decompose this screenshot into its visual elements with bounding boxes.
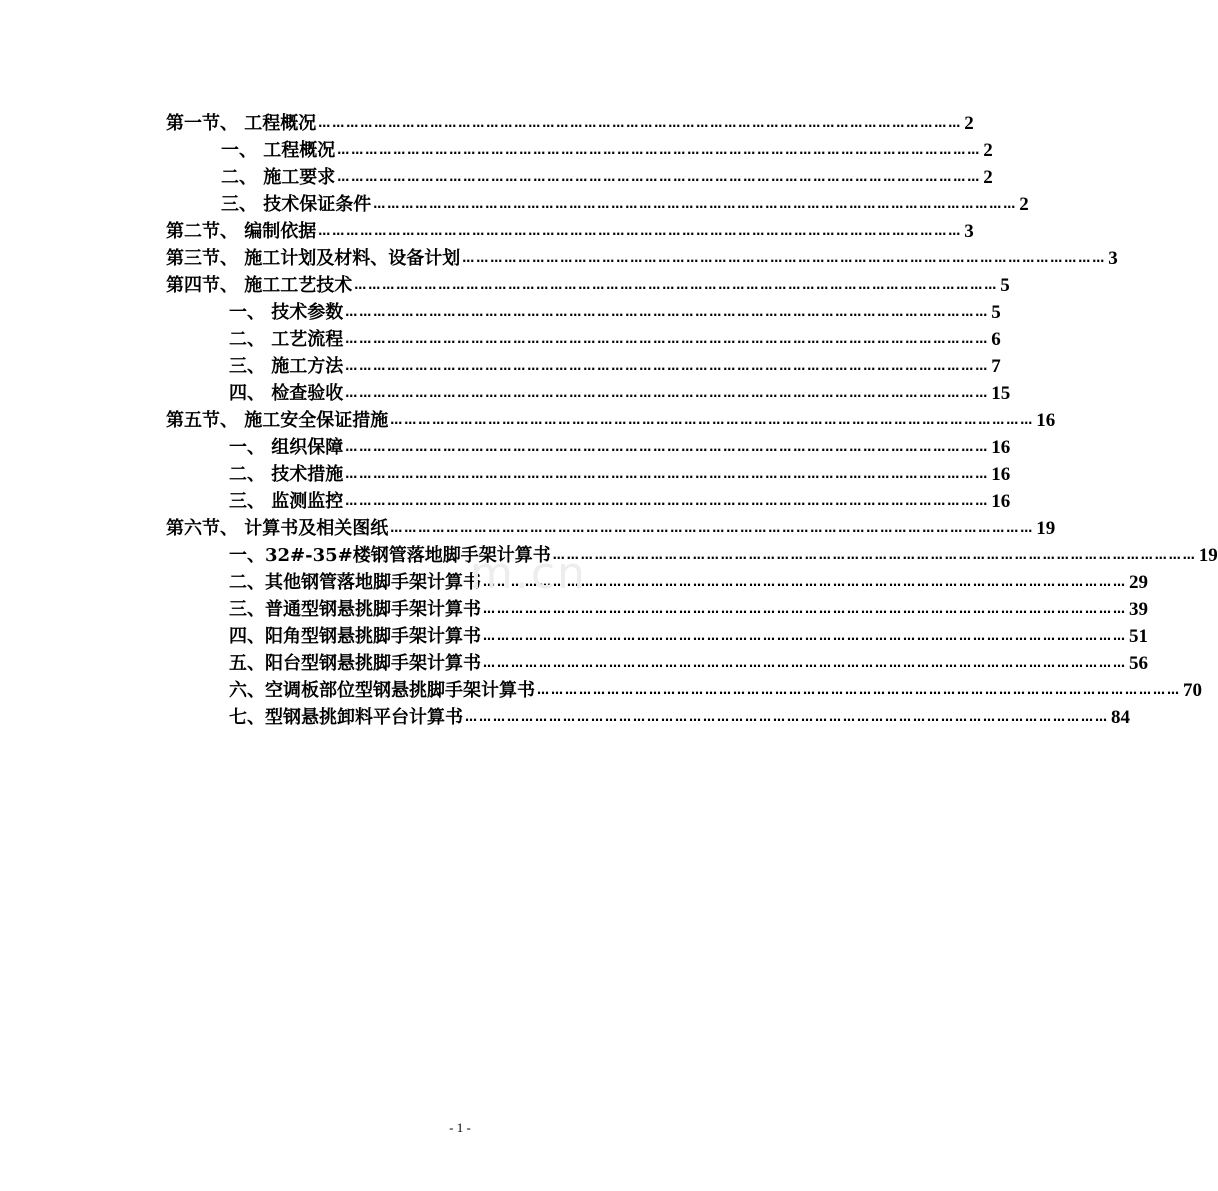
toc-dot-leader: ………………………………………………………………………………………………………………………… [483, 629, 1127, 643]
toc-dot-leader: ………………………………………………………………………………………………………………………… [337, 143, 982, 157]
toc-dot-leader: ………………………………………………………………………………………………………………………… [345, 467, 990, 481]
toc-entry-page: 5 [991, 302, 1001, 323]
toc-entry[interactable] [229, 650, 1148, 677]
toc-dot-leader: ………………………………………………………………………………………………………………………… [552, 548, 1197, 562]
toc-entry-page: 16 [991, 491, 1011, 512]
toc-entry[interactable] [229, 380, 1011, 407]
toc-entry-page: 39 [1129, 599, 1148, 620]
toc-dot-leader: ………………………………………………………………………………………………………………………… [345, 440, 990, 454]
toc-entry[interactable] [166, 272, 1010, 299]
toc-entry-page: 19 [1198, 545, 1218, 566]
toc-entry-title: 三、 监测监控 [229, 491, 344, 512]
toc-entry[interactable] [229, 677, 1202, 704]
toc-entry[interactable] [229, 434, 1011, 461]
toc-entry[interactable] [229, 461, 1011, 488]
toc-dot-leader: ………………………………………………………………………………………………………………………… [345, 305, 990, 319]
toc-dot-leader: ………………………………………………………………………………………………………………………… [354, 278, 999, 292]
toc-entry-page: 2 [1019, 194, 1029, 215]
toc-dot-leader: ………………………………………………………………………………………………………………………… [345, 386, 990, 400]
toc-entry-title: 一、32#-35#楼钢管落地脚手架计算书 [229, 545, 551, 566]
toc-entry-page: 6 [991, 329, 1001, 350]
toc-entry-page: 16 [1036, 410, 1056, 431]
toc-dot-leader: ………………………………………………………………………………………………………………………… [337, 170, 982, 184]
toc-entry-title: 五、阳台型钢悬挑脚手架计算书 [229, 653, 481, 674]
toc-entry[interactable] [229, 353, 1001, 380]
toc-entry[interactable] [229, 488, 1011, 515]
toc-entry-title: 第六节、 计算书及相关图纸 [166, 518, 389, 539]
toc-entry-page: 16 [991, 464, 1011, 485]
toc-entry-title: 第一节、 工程概况 [166, 113, 317, 134]
toc-entry[interactable] [221, 191, 1029, 218]
toc-entry[interactable] [229, 596, 1148, 623]
toc-entry[interactable] [166, 407, 1056, 434]
toc-dot-leader: ………………………………………………………………………………………………………………………… [345, 359, 990, 373]
toc-entry-title: 一、 工程概况 [221, 140, 336, 161]
toc-dot-leader: ………………………………………………………………………………………………………………………… [465, 710, 1109, 724]
toc-entry-page: 3 [1108, 248, 1118, 269]
toc-entry-page: 19 [1036, 518, 1056, 539]
toc-entry-page: 84 [1111, 707, 1130, 728]
toc-dot-leader: ………………………………………………………………………………………………………………………… [483, 656, 1127, 670]
toc-entry-title: 二、 施工要求 [221, 167, 336, 188]
toc-dot-leader: ………………………………………………………………………………………………………………………… [318, 224, 963, 238]
toc-entry[interactable] [229, 704, 1130, 731]
toc-entry-page: 15 [991, 383, 1011, 404]
toc-dot-leader: ………………………………………………………………………………………………………………………… [390, 413, 1035, 427]
toc-entry[interactable] [229, 326, 1001, 353]
toc-entry-page: 56 [1129, 653, 1148, 674]
toc-entry[interactable] [221, 164, 993, 191]
toc-entry-page: 16 [991, 437, 1011, 458]
toc-entry-title: 四、 检查验收 [229, 383, 344, 404]
toc-entry-title: 第四节、 施工工艺技术 [166, 275, 353, 296]
toc-entry-title: 一、 技术参数 [229, 302, 344, 323]
toc-entry-page: 3 [964, 221, 974, 242]
toc-entry-page: 70 [1183, 680, 1202, 701]
toc-entry-page: 7 [991, 356, 1001, 377]
toc-entry[interactable] [166, 245, 1118, 272]
toc-entry-page: 2 [983, 167, 993, 188]
toc-entry[interactable] [221, 137, 993, 164]
toc-entry-title: 第三节、 施工计划及材料、设备计划 [166, 248, 461, 269]
toc-entry[interactable] [166, 110, 974, 137]
toc-entry-title: 三、 技术保证条件 [221, 194, 372, 215]
page-number: - 1 - [449, 1120, 471, 1135]
toc-entry-title: 三、 施工方法 [229, 356, 344, 377]
toc-entry-title: 四、阳角型钢悬挑脚手架计算书 [229, 626, 481, 647]
toc-entry-title: 六、空调板部位型钢悬挑脚手架计算书 [229, 680, 535, 701]
toc-entry[interactable] [229, 299, 1001, 326]
toc-entry-title: 七、型钢悬挑卸料平台计算书 [229, 707, 463, 728]
watermark: m.cn [470, 548, 587, 599]
toc-dot-leader: ………………………………………………………………………………………………………………………… [345, 494, 990, 508]
toc-entry-title: 二、 工艺流程 [229, 329, 344, 350]
toc-dot-leader: ………………………………………………………………………………………………………………………… [390, 521, 1035, 535]
toc-dot-leader: ………………………………………………………………………………………………………………………… [318, 116, 963, 130]
toc-dot-leader: ………………………………………………………………………………………………………………………… [462, 251, 1107, 265]
toc-entry-page: 51 [1129, 626, 1148, 647]
toc-dot-leader: ………………………………………………………………………………………………………………………… [537, 683, 1181, 697]
toc-entry-page: 5 [1000, 275, 1010, 296]
toc-dot-leader: ………………………………………………………………………………………………………………………… [483, 575, 1127, 589]
toc-dot-leader: ………………………………………………………………………………………………………………………… [345, 332, 990, 346]
toc-entry-title: 第五节、 施工安全保证措施 [166, 410, 389, 431]
toc-entry-page: 29 [1129, 572, 1148, 593]
toc-dot-leader: ………………………………………………………………………………………………………………………… [483, 602, 1127, 616]
toc-entry-title: 第二节、 编制依据 [166, 221, 317, 242]
toc-entry[interactable] [229, 623, 1148, 650]
toc-entry[interactable] [166, 515, 1056, 542]
toc-dot-leader: ………………………………………………………………………………………………………………………… [373, 197, 1018, 211]
toc-entry-page: 2 [964, 113, 974, 134]
toc-entry-title: 一、 组织保障 [229, 437, 344, 458]
toc-entry-title: 三、普通型钢悬挑脚手架计算书 [229, 599, 481, 620]
toc-entry-title: 二、 技术措施 [229, 464, 344, 485]
toc-entry-title: 二、其他钢管落地脚手架计算书 [229, 572, 481, 593]
toc-entry[interactable] [166, 218, 974, 245]
toc-entry-page: 2 [983, 140, 993, 161]
